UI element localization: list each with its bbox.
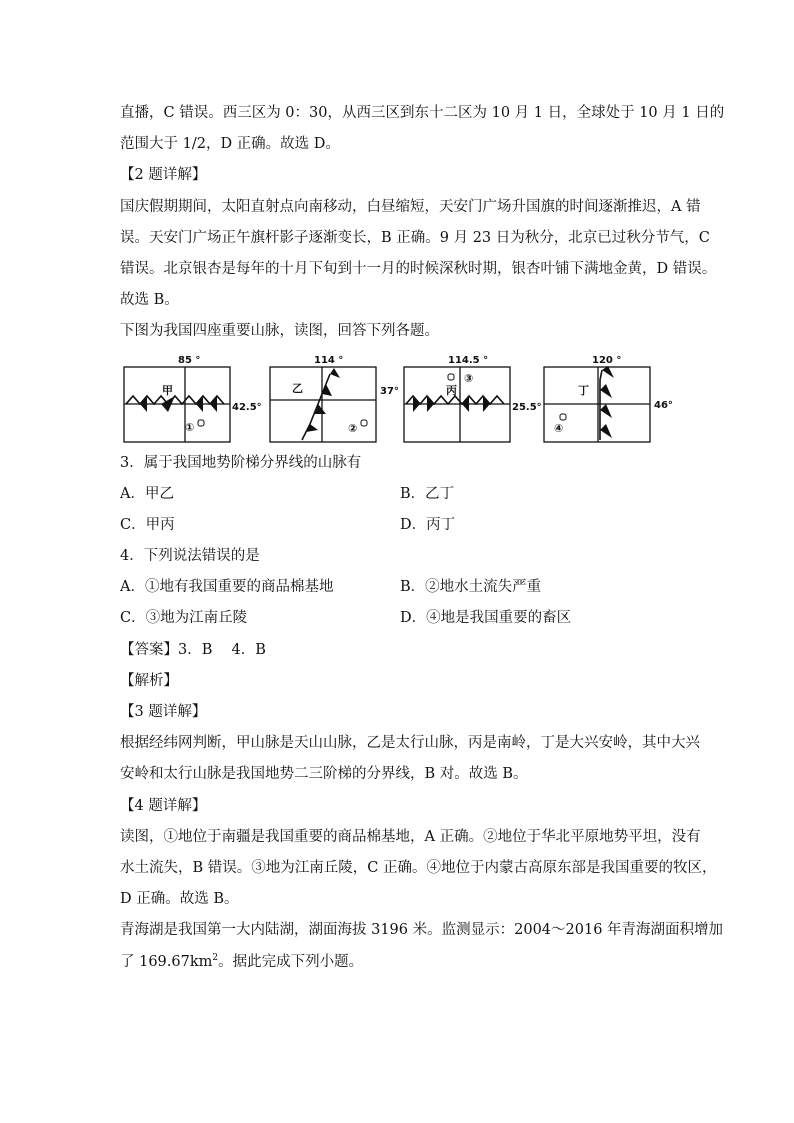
option-d: D．④地是我国重要的畜区 (400, 610, 572, 627)
option-c: C．③地为江南丘陵 (120, 610, 248, 627)
text-line: 范围大于 1/2，D 正确。故选 D。 (120, 136, 340, 153)
text-line: D 正确。故选 B。 (120, 891, 239, 908)
option-row (120, 479, 680, 510)
section-heading: 【2 题详解】 (120, 167, 207, 184)
option-b: B．②地水土流失严重 (400, 579, 542, 596)
marker-label: ③ (464, 371, 474, 385)
section-heading: 【3 题详解】 (120, 704, 207, 720)
superscript: 2 (212, 952, 219, 963)
text-line: 错误。北京银杏是每年的十月下旬到十一月的时候深秋时期，银杏叶铺下满地金黄，D 错误。 (120, 260, 717, 277)
latitude-label: 25.5° (512, 401, 542, 413)
option-a: A．①地有我国重要的商品棉基地 (120, 579, 334, 596)
panel-yi (268, 352, 403, 446)
option-d: D．丙丁 (400, 516, 456, 533)
text-line: 误。天安门广场正午旗杆影子逐渐变长，B 正确。9 月 23 日为秋分，北京已过秋分节气，C (120, 229, 710, 246)
option-row (120, 603, 680, 634)
mountain-label: 乙 (292, 381, 303, 395)
latitude-label: 37° (380, 385, 399, 397)
marker-label: ② (348, 421, 358, 435)
panel-jia (120, 352, 262, 446)
option-a: A．甲乙 (120, 485, 174, 502)
longitude-label: 120 ° (592, 354, 622, 366)
answer-line: 【答案】3．B 4．B (120, 641, 266, 658)
mountain-label: 丙 (446, 383, 457, 397)
text-line: 读图，①地位于南疆是我国重要的商品棉基地，A 正确。②地位于华北平原地势平坦，没有 (120, 828, 701, 845)
text-line: 故选 B。 (120, 292, 179, 309)
option-row (120, 510, 680, 541)
text-line: 国庆假期期间，太阳直射点向南移动，白昼缩短，天安门广场升国旗的时间逐渐推迟，A 错 (120, 198, 701, 215)
option-c: C．甲丙 (120, 516, 175, 533)
text-line: 下图为我国四座重要山脉，读图，回答下列各题。 (120, 323, 439, 340)
option-row (120, 572, 680, 603)
text-segment: 。据此完成下列小题。 (218, 953, 364, 970)
section-heading: 【4 题详解】 (120, 797, 207, 814)
mountain-label: 甲 (162, 383, 173, 397)
section-heading: 【解析】 (120, 672, 178, 689)
text-line (120, 947, 680, 978)
panel-ding (542, 352, 682, 446)
marker-label: ④ (554, 421, 564, 435)
longitude-label: 85 ° (178, 354, 201, 366)
latitude-label: 46° (654, 399, 673, 411)
text-line: 青海湖是我国第一大内陆湖，湖面海拔 3196 米。监测显示：2004～2016 年青海湖面积增加 (120, 922, 724, 939)
question-stem: 3．属于我国地势阶梯分界线的山脉有 (120, 454, 362, 471)
text-line: 根据经纬网判断，甲山脉是天山山脉，乙是太行山脉，丙是南岭，丁是大兴安岭，其中大兴 (120, 735, 700, 752)
latitude-label: 42.5° (232, 401, 262, 413)
text-line: 安岭和太行山脉是我国地势二三阶梯的分界线，B 对。故选 B。 (120, 766, 528, 783)
longitude-label: 114.5 ° (448, 354, 489, 366)
text-line: 直播，C 错误。西三区为 0：30，从西三区到东十二区为 10 月 1 日，全球处于 10 月 1 日的 (120, 105, 725, 121)
text-segment: 了 169.67km (120, 953, 213, 970)
question-stem: 4．下列说法错误的是 (120, 548, 260, 565)
text-line: 水土流失，B 错误。③地为江南丘陵，C 正确。④地位于内蒙古高原东部是我国重要的牧区， (120, 859, 717, 876)
longitude-label: 114 ° (314, 354, 344, 366)
option-b: B．乙丁 (400, 485, 455, 502)
document-body (120, 98, 725, 978)
mountain-figure (120, 352, 680, 446)
mountain-label: 丁 (578, 383, 589, 397)
marker-label: ① (185, 420, 195, 434)
panel-bing (402, 352, 552, 446)
